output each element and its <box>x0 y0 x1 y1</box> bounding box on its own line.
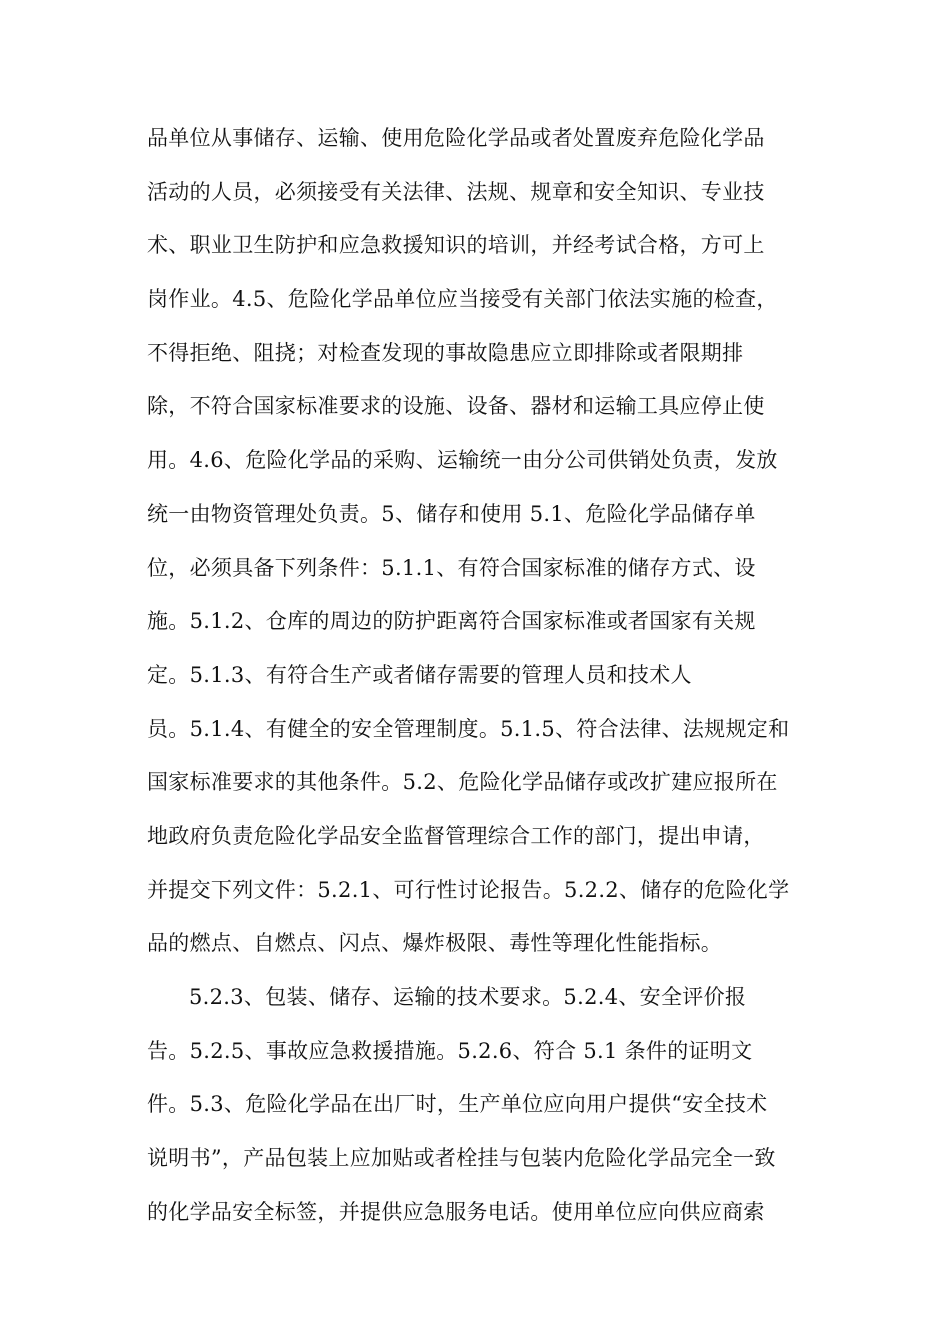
text-line: 地政府负责危险化学品安全监督管理综合工作的部门，提出申请， <box>147 823 765 848</box>
text-line: 除，不符合国家标准要求的设施、设备、器材和运输工具应停止使 <box>147 394 765 419</box>
text-line: 用。4.6、危险化学品的采购、运输统一由分公司供销处负责，发放 <box>147 448 778 473</box>
text-line: 统一由物资管理处负责。5、储存和使用 5.1、危险化学品储存单 <box>147 501 756 526</box>
text-line: 岗作业。4.5、危险化学品单位应当接受有关部门依法实施的检查， <box>147 287 778 312</box>
text-line: 品单位从事储存、运输、使用危险化学品或者处置废弃危险化学品 <box>147 126 765 150</box>
text-line: 并提交下列文件：5.2.1、可行性讨论报告。5.2.2、储存的危险化学 <box>147 877 790 902</box>
text-line: 施。5.1.2、仓库的周边的防护距离符合国家标准或者国家有关规 <box>147 609 756 634</box>
text-line: 员。5.1.4、有健全的安全管理制度。5.1.5、符合法律、法规规定和 <box>147 716 790 741</box>
text-line: 术、职业卫生防护和应急救援知识的培训，并经考试合格，方可上 <box>147 233 765 258</box>
text-line: 定。5.1.3、有符合生产或者储存需要的管理人员和技术人 <box>147 662 692 687</box>
text-line: 不得拒绝、阻挠；对检查发现的事故隐患应立即排除或者限期排 <box>147 340 744 365</box>
text-line: 活动的人员，必须接受有关法律、法规、规章和安全知识、专业技 <box>147 179 765 204</box>
paragraph-start-line: 5.2.3、包装、储存、运输的技术要求。5.2.4、安全评价报 <box>189 985 747 1009</box>
text-line: 的化学品安全标签，并提供应急服务电话。使用单位应向供应商索 <box>147 1199 765 1224</box>
text-line: 国家标准要求的其他条件。5.2、危险化学品储存或改扩建应报所在 <box>147 770 778 795</box>
text-line: 告。5.2.5、事故应急救援措施。5.2.6、符合 5.1 条件的证明文 <box>147 1038 753 1063</box>
body-text <box>147 118 827 1245</box>
text-line: 件。5.3、危险化学品在出厂时，生产单位应向用户提供“安全技术 <box>147 1092 768 1117</box>
text-line: 位，必须具备下列条件：5.1.1、有符合国家标准的储存方式、设 <box>147 555 756 580</box>
text-line: 说明书”，产品包装上应加贴或者栓挂与包装内危险化学品完全一致 <box>147 1146 776 1171</box>
text-line: 品的燃点、自燃点、闪点、爆炸极限、毒性等理化性能指标。 <box>147 931 723 956</box>
